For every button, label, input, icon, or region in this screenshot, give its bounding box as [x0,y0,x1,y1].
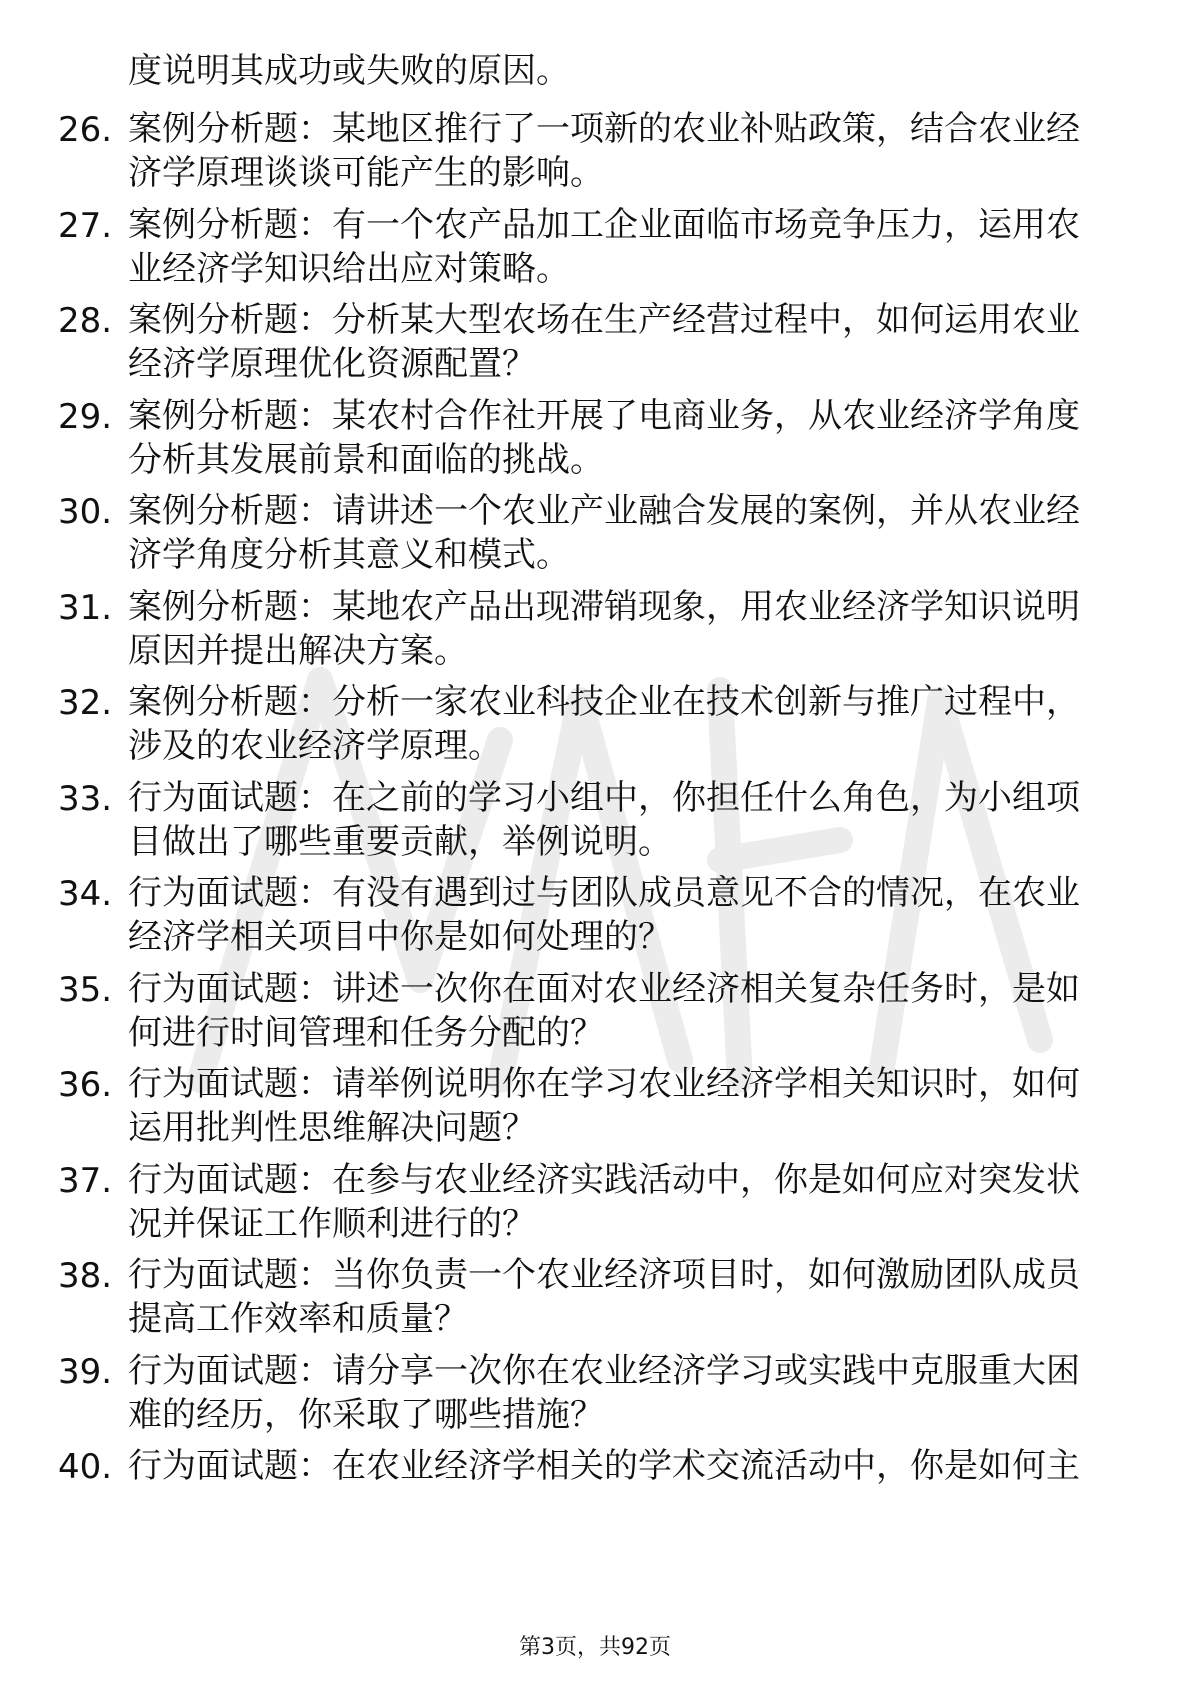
question-text-line: 分析其发展前景和面临的挑战。 [128,439,604,480]
question-number: 32. [58,683,113,723]
question-text-line: 业经济学知识给出应对策略。 [128,248,570,289]
question-number: 28. [58,301,113,341]
question-text [128,1253,1118,1341]
question-text-line: 涉及的农业经济学原理。 [128,726,502,766]
question-text-line: 况并保证工作顺利进行的？ [128,1203,536,1244]
question-text-line: 难的经历，你采取了哪些措施？ [128,1394,604,1435]
question-text-line: 案例分析题：分析一家农业科技企业在技术创新与推广过程中， [128,682,1080,722]
question-number: 36. [58,1065,113,1105]
question-number: 29. [58,396,113,437]
question-number: 39. [58,1351,113,1392]
question-text [128,1444,1118,1488]
question-text-line: 何进行时间管理和任务分配的？ [128,1012,604,1053]
question-text-line: 行为面试题：讲述一次你在面对农业经济相关复杂任务时，是如 [128,968,1080,1009]
question-text-line: 行为面试题：请举例说明你在学习农业经济学相关知识时，如何 [128,1064,1080,1104]
question-text [128,107,1118,195]
continued-text: 度说明其成功或失败的原因。 [128,51,570,91]
question-text [128,871,1118,959]
question-text [128,1158,1118,1246]
question-number: 38. [58,1256,113,1296]
question-text-line: 济学角度分析其意义和模式。 [128,535,570,575]
question-text-line: 经济学相关项目中你是如何处理的？ [128,917,672,957]
question-text-line: 原因并提出解决方案。 [128,630,468,671]
question-text [128,680,1118,768]
question-number: 40. [58,1447,113,1487]
question-text [128,776,1118,864]
question-number: 30. [58,492,113,532]
page-number-footer: 第3页，共92页 [519,1635,671,1660]
question-text [128,489,1118,577]
question-text-line: 案例分析题：某地区推行了一项新的农业补贴政策，结合农业经 [128,109,1080,149]
question-text [128,967,1118,1055]
question-text-line: 行为面试题：在之前的学习小组中，你担任什么角色，为小组项 [128,777,1080,818]
question-text-line: 案例分析题：有一个农产品加工企业面临市场竞争压力，运用农 [128,204,1080,245]
question-number: 37. [58,1160,113,1201]
question-number: 33. [58,778,113,819]
question-text-line: 案例分析题：请讲述一个农业产业融合发展的案例，并从农业经 [128,491,1080,531]
question-text [128,298,1118,386]
question-text-line: 案例分析题：分析某大型农场在生产经营过程中，如何运用农业 [128,300,1080,340]
question-text-line: 提高工作效率和质量？ [128,1299,468,1339]
question-text [128,585,1118,673]
question-number: 31. [58,587,113,628]
question-number: 35. [58,969,113,1010]
question-text-line: 案例分析题：某农村合作社开展了电商业务，从农业经济学角度 [128,395,1080,436]
question-text-line: 经济学原理优化资源配置？ [128,344,536,384]
question-text-line: 行为面试题：当你负责一个农业经济项目时，如何激励团队成员 [128,1255,1080,1295]
question-text [128,1062,1118,1150]
question-text-line: 目做出了哪些重要贡献，举例说明。 [128,821,672,862]
question-number: 27. [58,205,113,246]
question-text-line: 行为面试题：有没有遇到过与团队成员意见不合的情况，在农业 [128,873,1080,913]
question-text-line: 济学原理谈谈可能产生的影响。 [128,153,604,193]
question-text-line: 行为面试题：请分享一次你在农业经济学习或实践中克服重大困 [128,1350,1080,1391]
question-text-line: 运用批判性思维解决问题？ [128,1108,536,1148]
question-text-line: 行为面试题：在参与农业经济实践活动中，你是如何应对突发状 [128,1159,1080,1200]
question-number: 34. [58,874,113,914]
question-text [128,203,1118,291]
question-text [128,1349,1118,1437]
question-text-line: 案例分析题：某地农产品出现滞销现象，用农业经济学知识说明 [128,586,1080,627]
question-text [128,394,1118,482]
question-number: 26. [58,110,113,150]
question-text-line: 行为面试题：在农业经济学相关的学术交流活动中，你是如何主 [128,1446,1080,1486]
